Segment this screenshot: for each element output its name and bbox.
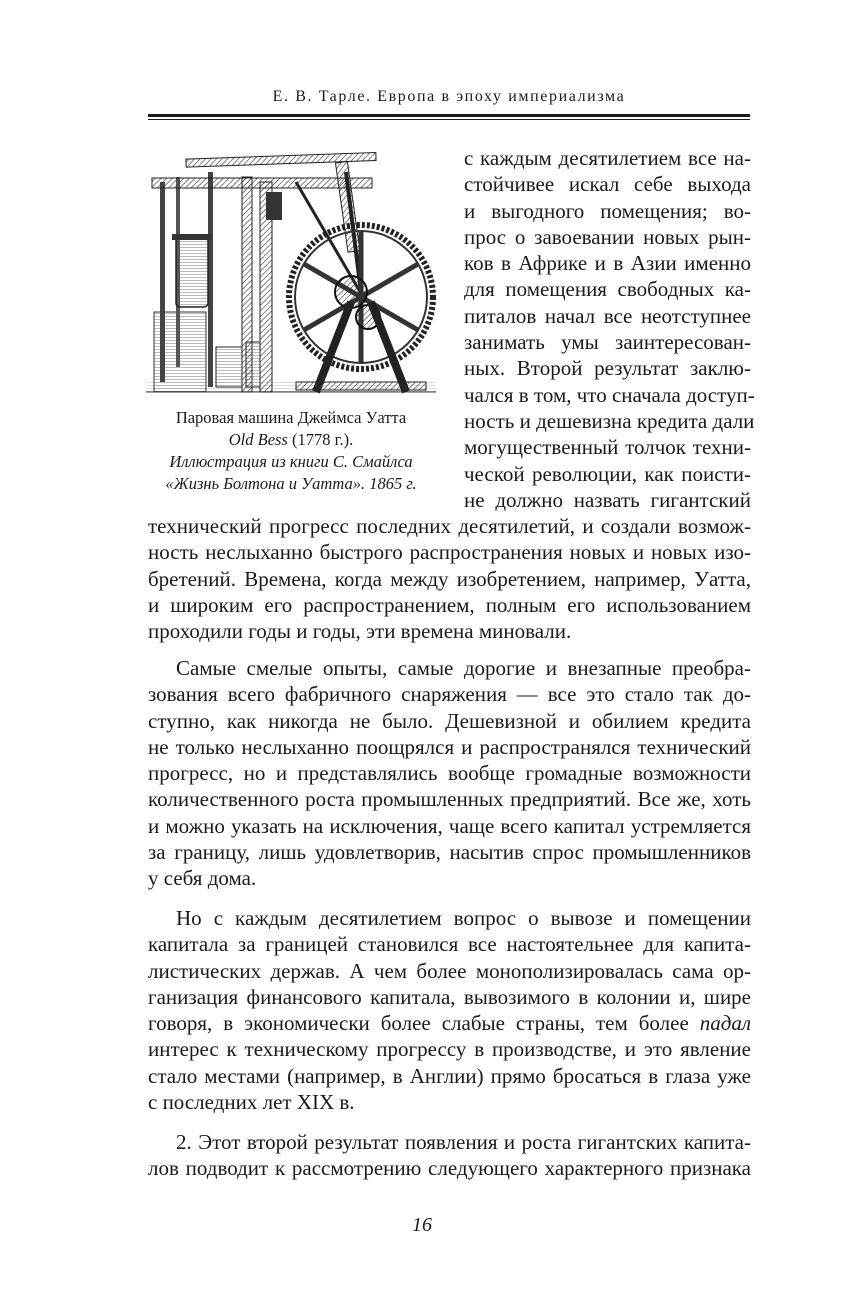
text-line: количественного роста промышленных предприятий. Все же, хоть [148, 787, 751, 812]
paragraph-3 [148, 905, 751, 1115]
text-line: ность неслыханно быстрого распространения новых и новых изо- [148, 540, 751, 565]
header-rule-thin [148, 119, 750, 120]
text-line: с последних лет XIX в. [148, 1090, 355, 1115]
caption-year: (1778 г.). [287, 430, 354, 449]
text-line: интерес к техническому прогрессу в производстве, и это явление [148, 1037, 751, 1062]
figure-caption [146, 407, 436, 495]
text-line: лов подводит к рассмотрению следующего характерного признака [148, 1156, 751, 1181]
text-line: капитала за границей становился все настоятельнее для капита- [148, 932, 751, 957]
text-line: чался в том, что сначала доступ- [464, 382, 755, 407]
text-line: ность и дешевизна кредита дали [464, 408, 755, 433]
text-line: у себя дома. [148, 866, 257, 891]
text-line: могущественный толчок техни- [464, 435, 751, 460]
text-line: и можно указать на исключения, чаще всего капитал устремляется [148, 813, 751, 838]
emphasis-word: падал [699, 1011, 751, 1036]
text-line: прогресс, но и представлялись вообще громадные возможности [148, 761, 751, 786]
header-rule-thick [148, 114, 750, 117]
text-line: с каждым десятилетием все на- [464, 146, 751, 170]
text-line: Самые смелые опыты, самые дорогие и внезапные преобра- [176, 656, 751, 680]
text-line: занимать умы заинтересован- [464, 330, 751, 355]
text-line: 2. Этот второй результат появления и роста гигантских капита- [176, 1130, 751, 1154]
text-line: зования всего фабричного снаряжения — все это стало так до- [148, 682, 751, 707]
caption-source-line2: «Жизнь Болтона и Уатта». 1865 г. [165, 474, 417, 493]
paragraph-narrow [464, 145, 755, 513]
text-line: Но с каждым десятилетием вопрос о вывозе и помещении [176, 906, 751, 930]
text-line [148, 1010, 751, 1036]
text-line: и выгодного помещения; во- [464, 198, 751, 223]
paragraph-continuation [148, 513, 751, 644]
text-line: прос о завоевании новых рын- [464, 224, 751, 249]
text-line: стало местами (например, в Англии) прямо бросаться в глаза уже [148, 1063, 751, 1088]
paragraph-4 [148, 1129, 751, 1182]
caption-source-line1: Иллюстрация из книги С. Смайлса [169, 452, 413, 471]
steam-engine-engraving-icon [146, 142, 436, 400]
page-number: 16 [412, 1214, 432, 1236]
text-line: ганизация финансового капитала, вывозимого в колонии и, шире [148, 984, 751, 1009]
text-line: и широким его распространением, полным его использованием [148, 592, 751, 617]
text-line: для помещения свободных ка- [464, 277, 751, 302]
text-line: ступно, как никогда не было. Дешевизной и обилием кредита [148, 708, 751, 733]
text-line: не только неслыханно поощрялся и распространялся технический [148, 734, 751, 759]
text-line: ков в Африке и в Азии именно [464, 251, 751, 276]
text-line: за границу, лишь удовлетворив, насытив спрос промышленников [148, 840, 751, 865]
text-line: технический прогресс последних десятилетий, и создали возмож- [148, 514, 751, 538]
text-line: листических держав. А чем более монополизировалась сама ор- [148, 958, 751, 983]
text-line: стойчивее искал себе выхода [464, 172, 751, 197]
running-head: Е. В. Тарле. Европа в эпоху империализма [272, 88, 626, 105]
caption-machine-name: Old Bess [228, 430, 288, 449]
text-line: бретений. Времена, когда между изобретением, например, Уатта, [148, 566, 751, 591]
text-span: говоря, в экономически более слабые страны, тем более [148, 1011, 700, 1036]
text-line: ных. Второй результат заклю- [464, 356, 751, 381]
caption-subtitle [146, 429, 436, 451]
caption-title: Паровая машина Джеймса Уатта [175, 408, 407, 427]
paragraph-2 [148, 655, 751, 892]
text-line: питалов начал все неотступнее [464, 303, 751, 328]
text-line: ческой революции, как поисти- [464, 461, 751, 486]
text-line: не должно назвать гигантский [464, 487, 751, 512]
text-line: проходили годы и годы, эти времена миновали. [148, 619, 572, 644]
